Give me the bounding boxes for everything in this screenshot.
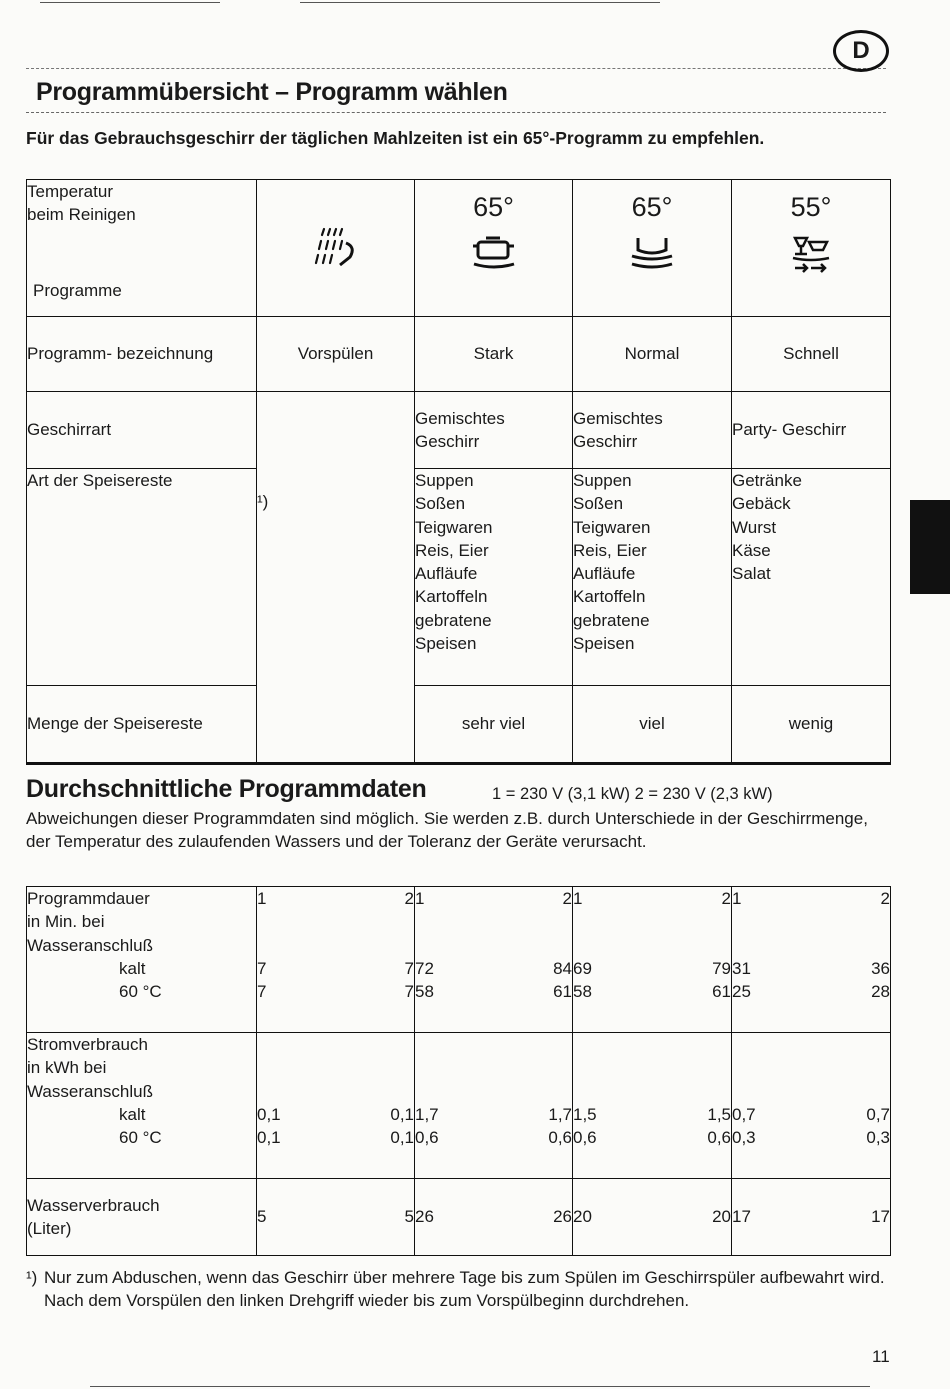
power-value: 0,3 [866, 1128, 890, 1148]
program-normal-symbol-cell [573, 180, 732, 317]
variant-2: 2 [404, 889, 414, 908]
prerinse-symbol-cell [257, 180, 415, 317]
temperature-header-cell [27, 180, 257, 317]
duration-label-cell [27, 887, 257, 1033]
amount-label: Menge der Speisereste [27, 686, 257, 764]
variant-1: 1 [732, 889, 742, 908]
amount-schnell: wenig [732, 686, 891, 764]
program-name-normal: Normal [573, 317, 732, 392]
power-value: 0,6 [415, 1128, 439, 1148]
duration-value: 28 [871, 982, 890, 1002]
duration-value: 7 [257, 958, 267, 978]
section-note: Abweichungen dieser Programmdaten sind möglich. Sie werden z.B. durch Unterschiede in der Geschirrmenge, der Temperatur des zulaufenden Wassers und der Toleranz der Geräte verursacht. [26, 809, 868, 852]
food-list-schnell [732, 469, 891, 686]
water-value: 26 [553, 1207, 572, 1227]
power-stark [415, 1033, 573, 1179]
footnote-reference: ¹) [257, 492, 269, 511]
water-value: 17 [732, 1207, 751, 1227]
program-data-table [26, 886, 891, 1256]
duration-schnell [732, 887, 891, 1033]
food-item: Speisen [415, 634, 477, 654]
program-name-label: Programm- bezeichnung [27, 317, 257, 392]
water-value: 17 [871, 1207, 890, 1227]
water-row [27, 1179, 891, 1256]
power-vorspuelen [257, 1033, 415, 1179]
food-type-row [27, 469, 891, 686]
prerinse-merged-cell [257, 392, 415, 764]
duration-row [27, 887, 891, 1033]
duration-value: 69 [573, 958, 592, 978]
water-schnell [732, 1179, 891, 1256]
temperature-value: 65° [631, 192, 673, 222]
food-item: Suppen [415, 471, 474, 490]
duration-value: 79 [712, 958, 731, 978]
temperature-label: Temperatur [27, 182, 113, 201]
food-item: Wurst [732, 517, 777, 537]
variant-header [732, 887, 890, 910]
power-label: Wasseranschluß [27, 1081, 153, 1101]
duration-value: 7 [257, 982, 267, 1002]
program-name-stark: Stark [415, 317, 573, 392]
power-value: 0,6 [548, 1128, 572, 1148]
variant-1: 1 [257, 889, 267, 908]
title-rule [26, 68, 886, 69]
food-item: Getränke [732, 471, 802, 490]
water-stark [415, 1179, 573, 1256]
scan-edge-line [40, 2, 220, 3]
duration-label: Wasseranschluß [27, 935, 153, 955]
power-value: 0,6 [573, 1128, 597, 1148]
pot-icon [470, 234, 518, 270]
duration-value: 61 [553, 982, 572, 1002]
power-value: 1,5 [707, 1104, 731, 1124]
program-name-vorspuelen: Vorspülen [257, 317, 415, 392]
water-label-cell [27, 1179, 257, 1256]
food-item: Käse [732, 540, 771, 560]
scan-edge-line [90, 1386, 870, 1387]
language-badge: D [833, 30, 889, 72]
power-value: 0,3 [732, 1128, 756, 1148]
duration-value: 31 [732, 958, 751, 978]
variant-1: 1 [573, 889, 583, 908]
water-value: 20 [712, 1207, 731, 1227]
section-tab-marker [910, 500, 950, 594]
program-name-schnell: Schnell [732, 317, 891, 392]
power-value: 0,6 [707, 1128, 731, 1148]
water-vorspuelen [257, 1179, 415, 1256]
food-list-normal [573, 469, 732, 686]
power-schnell [732, 1033, 891, 1179]
duration-vorspuelen [257, 887, 415, 1033]
food-item: Soßen [573, 494, 624, 514]
power-value: 1,5 [573, 1104, 597, 1124]
footnote [26, 1266, 906, 1313]
variant-2: 2 [562, 889, 572, 908]
food-item: gebratene [573, 610, 650, 630]
amount-row [27, 686, 891, 764]
power-value: 0,1 [390, 1128, 414, 1148]
food-item: Kartoffeln [573, 587, 646, 607]
power-label-cell [27, 1033, 257, 1179]
power-normal [573, 1033, 732, 1179]
intro-text: Für das Gebrauchsgeschirr der täglichen Mahlzeiten ist ein 65°-Programm zu empfehlen. [26, 128, 765, 148]
power-label: in kWh bei [27, 1058, 107, 1078]
voltage-note: 1 = 230 V (3,1 kW) 2 = 230 V (2,3 kW) [492, 785, 773, 803]
title-underline [26, 112, 886, 113]
duration-value: 7 [404, 958, 414, 978]
section-title: Durchschnittliche Programmdaten [26, 775, 427, 803]
program-stark-symbol-cell [415, 180, 573, 317]
power-value: 0,7 [866, 1104, 890, 1124]
variant-2: 2 [721, 889, 731, 908]
variant-1: 1 [415, 889, 425, 908]
duration-label: Programmdauer [27, 889, 150, 908]
power-value: 1,7 [415, 1104, 439, 1124]
food-list-stark [415, 469, 573, 686]
variant-header [257, 887, 414, 910]
glass-quick-icon [787, 234, 835, 274]
power-value: 1,7 [548, 1104, 572, 1124]
food-item: Soßen [415, 494, 466, 514]
food-item: Speisen [573, 634, 635, 654]
dish-type-schnell: Party- Geschirr [732, 392, 891, 469]
water-value: 5 [404, 1207, 414, 1227]
dish-type-label: Geschirrart [27, 392, 257, 469]
food-item: Reis, Eier [415, 540, 489, 560]
food-item: Salat [732, 564, 771, 584]
footnote-mark: ¹) [26, 1268, 38, 1287]
variant-header [573, 887, 731, 910]
programs-label: Programme [33, 280, 122, 300]
variant-header [415, 887, 572, 910]
water-value: 5 [257, 1207, 267, 1227]
food-item: Aufläufe [573, 564, 636, 584]
water-value: 20 [573, 1207, 592, 1227]
food-item: Aufläufe [415, 564, 478, 584]
food-item: Gebäck [732, 494, 791, 514]
program-schnell-symbol-cell [732, 180, 891, 317]
food-item: Teigwaren [573, 517, 651, 537]
program-name-row [27, 317, 891, 392]
duration-stark [415, 887, 573, 1033]
power-value: 0,7 [732, 1104, 756, 1124]
water-label: (Liter) [27, 1219, 72, 1238]
temperature-label-line2: beim Reinigen [27, 205, 136, 225]
duration-value: 25 [732, 982, 751, 1002]
variant-2: 2 [880, 889, 890, 908]
program-overview-table [26, 179, 891, 765]
duration-normal [573, 887, 732, 1033]
water-label: Wasserverbrauch [27, 1195, 160, 1215]
scan-edge-line [300, 2, 660, 3]
power-value: 0,1 [257, 1104, 281, 1124]
duration-value: 84 [553, 958, 572, 978]
temperature-value: 65° [473, 192, 514, 222]
power-label: Stromverbrauch [27, 1035, 148, 1054]
food-item: gebratene [415, 610, 492, 630]
warm-label: 60 °C [119, 1128, 162, 1148]
temperature-value: 55° [790, 192, 832, 222]
duration-value: 61 [712, 982, 731, 1002]
power-row [27, 1033, 891, 1179]
water-normal [573, 1179, 732, 1256]
food-item: Reis, Eier [573, 540, 647, 560]
dish-type-normal: Gemischtes Geschirr [573, 392, 732, 469]
food-item: Kartoffeln [415, 587, 488, 607]
duration-value: 72 [415, 958, 434, 978]
page-number: 11 [872, 1347, 890, 1366]
page-title: Programmübersicht – Programm wählen [36, 78, 508, 106]
food-type-label: Art der Speisereste [27, 469, 257, 686]
cold-label: kalt [119, 958, 146, 978]
food-item: Suppen [573, 471, 632, 490]
power-value: 0,1 [390, 1104, 414, 1124]
amount-stark: sehr viel [415, 686, 573, 764]
power-value: 0,1 [257, 1128, 281, 1148]
temperature-row [27, 180, 891, 317]
amount-normal: viel [573, 686, 732, 764]
food-item: Teigwaren [415, 517, 493, 537]
prerinse-spray-icon [310, 225, 362, 271]
warm-label: 60 °C [119, 982, 162, 1002]
duration-value: 58 [415, 982, 434, 1002]
duration-label: in Min. bei [27, 912, 105, 932]
duration-value: 7 [404, 982, 414, 1002]
duration-value: 58 [573, 982, 592, 1002]
dish-type-stark: Gemischtes Geschirr [415, 392, 573, 469]
dish-type-row [27, 392, 891, 469]
plates-icon [628, 234, 676, 270]
cold-label: kalt [119, 1104, 146, 1124]
duration-value: 36 [871, 958, 890, 978]
water-value: 26 [415, 1207, 434, 1227]
footnote-text: Nur zum Abduschen, wenn das Geschirr über mehrere Tage bis zum Spülen im Geschirrspüler aufbewahrt wird. Nach dem Vorspülen den linken Drehgriff wieder bis zum Vorspülbeginn durchdrehen. [44, 1268, 885, 1311]
